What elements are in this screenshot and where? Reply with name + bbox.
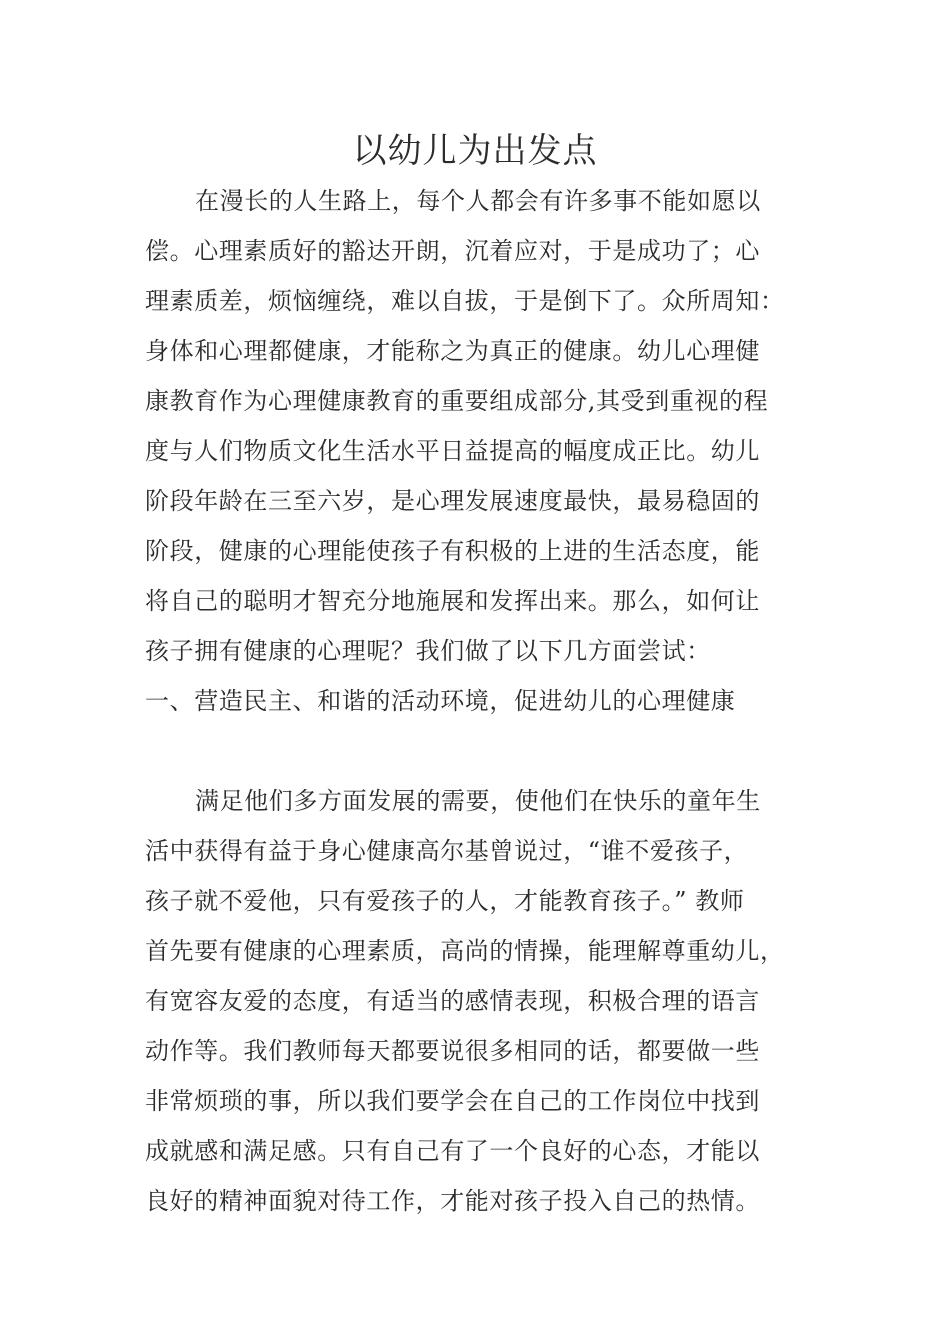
text-line: 偿。心理素质好的豁达开朗，沉着应对，于是成功了；心 (145, 237, 760, 265)
text-line: 有宽容友爱的态度，有适当的感情表现，积极合理的语言 (145, 987, 760, 1015)
text-line: 理素质差，烦恼缠绕，难以自拔，于是倒下了。众所周知： (145, 287, 785, 315)
text-line: 满足他们多方面发展的需要，使他们在快乐的童年生 (195, 787, 761, 815)
text-line: 活中获得有益于身心健康高尔基曾说过，“谁不爱孩子， (145, 837, 749, 865)
text-line: 良好的精神面貌对待工作，才能对孩子投入自己的热情。 (145, 1187, 760, 1215)
text-line: 在漫长的人生路上，每个人都会有许多事不能如愿以 (195, 187, 761, 215)
text-line: 身体和心理都健康，才能称之为真正的健康。幼儿心理健 (145, 337, 760, 365)
text-line: 成就感和满足感。只有自己有了一个良好的心态，才能以 (145, 1137, 760, 1165)
text-line: 康教育作为心理健康教育的重要组成部分,其受到重视的程 (145, 387, 769, 415)
paragraph-intro (145, 176, 805, 726)
text-line: 阶段年龄在三至六岁，是心理发展速度最快，最易稳固的 (145, 487, 760, 515)
text-line: 动作等。我们教师每天都要说很多相同的话，都要做一些 (145, 1037, 760, 1065)
text-line: 孩子就不爱他，只有爱孩子的人，才能教育孩子。” 教师 (145, 887, 745, 915)
text-line: 孩子拥有健康的心理呢？我们做了以下几方面尝试： (145, 637, 711, 665)
text-line: 非常烦琐的事，所以我们要学会在自己的工作岗位中找到 (145, 1087, 760, 1115)
text-line: 度与人们物质文化生活水平日益提高的幅度成正比。幼儿 (145, 437, 760, 465)
section-heading: 一、营造民主、和谐的活动环境，促进幼儿的心理健康 (145, 687, 736, 715)
text-line: 阶段，健康的心理能使孩子有积极的上进的生活态度，能 (145, 537, 760, 565)
document-title: 以幼儿为出发点 (352, 131, 598, 171)
paragraph-body (145, 776, 805, 1226)
text-line: 将自己的聪明才智充分地施展和发挥出来。那么，如何让 (145, 587, 760, 615)
text-line: 首先要有健康的心理素质，高尚的情操，能理解尊重幼儿， (145, 937, 785, 965)
